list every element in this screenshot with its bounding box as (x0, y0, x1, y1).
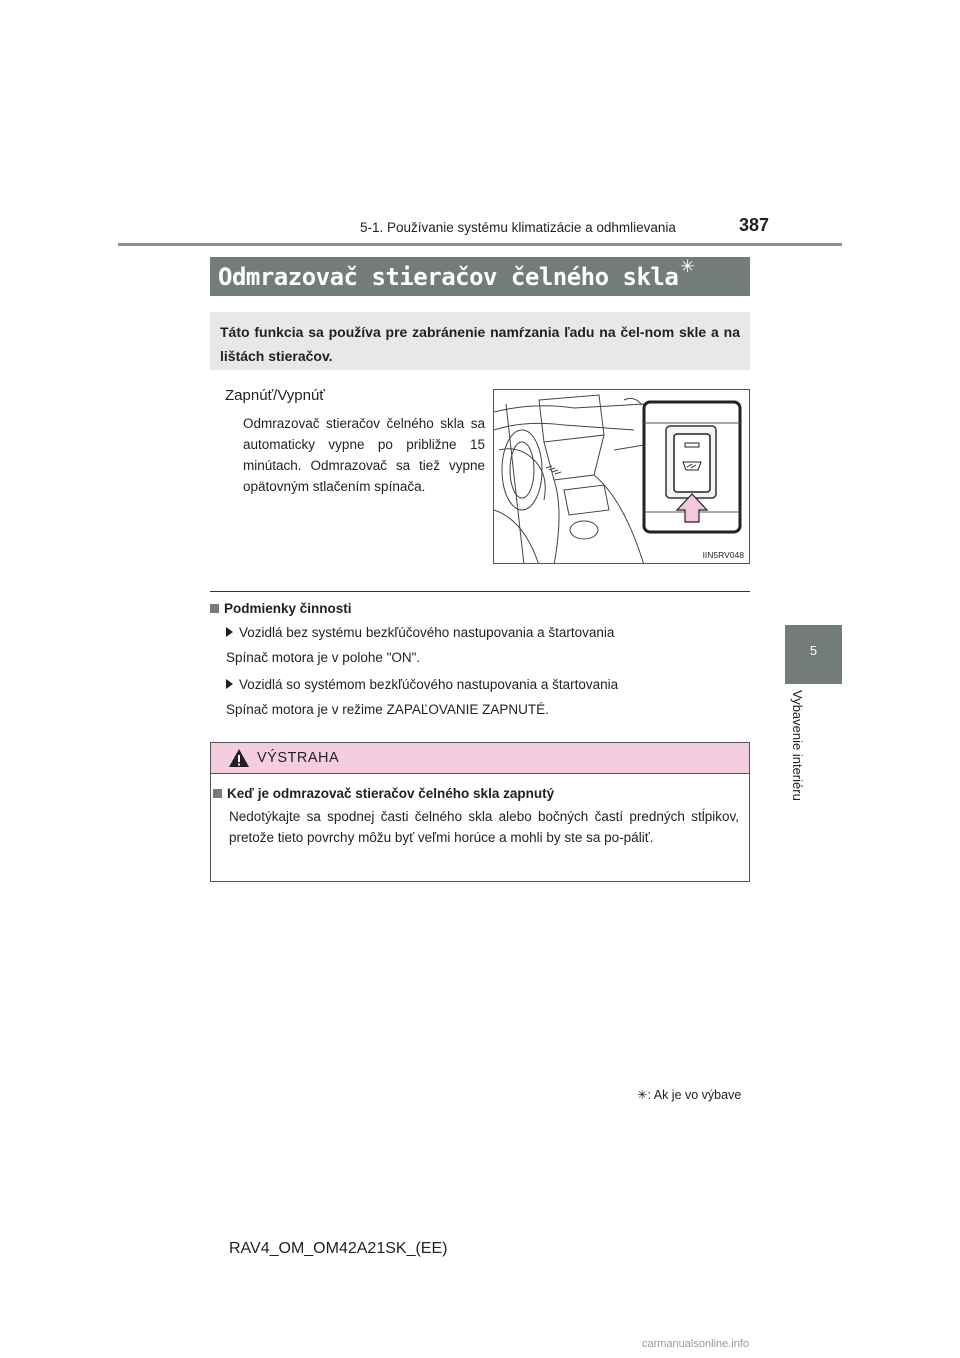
section-divider (210, 591, 750, 592)
condition-detail: Spínač motora je v polohe "ON". (226, 650, 421, 665)
triangle-bullet-icon (226, 627, 233, 637)
on-off-description: Odmrazovač stieračov čelného skla sa automaticky vypne po približne 15 minútach. Odmrazovač sa tiež vypne opätovným stlačením spínača. (243, 416, 485, 494)
optional-star-icon: ✳ (680, 256, 695, 276)
square-bullet-icon (213, 789, 222, 798)
warning-body: Nedotýkajte sa spodnej časti čelného skla alebo bočných častí predných stĺpikov, pretože tieto povrchy môžu byť veľmi horúce a mohli by ste sa po-páliť. (229, 809, 739, 845)
dashboard-drawing (494, 390, 750, 564)
defroster-switch-illustration (493, 389, 750, 564)
header-rule (118, 243, 842, 246)
condition-detail: Spínač motora je v režime ZAPAĽOVANIE ZAPNUTÉ. (226, 702, 549, 717)
warning-subheading-text: Keď je odmrazovač stieračov čelného skla zapnutý (227, 786, 555, 801)
chapter-label-text: Vybavenie interiéru (790, 690, 805, 801)
on-off-heading: Zapnúť/Vypnúť (225, 387, 325, 404)
condition-item (226, 625, 614, 640)
footnote-star-icon: ✳ (637, 1088, 648, 1102)
page-number: 387 (739, 215, 770, 235)
document-code: RAV4_OM_OM42A21SK_(EE) (229, 1240, 448, 1257)
section-title: Odmrazovač stieračov čelného skla (218, 262, 679, 291)
conditions-heading-text: Podmienky činnosti (224, 601, 352, 616)
condition-item-text: Vozidlá bez systému bezkľúčového nastupovania a štartovania (239, 625, 615, 640)
triangle-bullet-icon (226, 679, 233, 689)
chapter-tab: 5 (785, 625, 842, 684)
condition-item (226, 677, 618, 692)
condition-item-text: Vozidlá so systémom bezkľúčového nastupovania a štartovania (239, 677, 619, 692)
square-bullet-icon (210, 604, 219, 613)
intro-box: Táto funkcia sa používa pre zabránenie namŕzania ľadu na čel-nom skle a na lištách stieračov. (210, 312, 750, 370)
warning-header (211, 743, 749, 774)
section-title-bar (210, 257, 750, 296)
conditions-heading (210, 601, 352, 616)
header-section-title: 5-1. Používanie systému klimatizácie a odhmlievania (360, 220, 676, 235)
chapter-label (790, 690, 810, 830)
warning-title: VÝSTRAHA (257, 750, 340, 766)
footnote-text: : Ak je vo výbave (647, 1088, 742, 1102)
illustration-code: IIN5RV048 (702, 550, 744, 560)
warning-subheading (213, 786, 554, 801)
warning-triangle-icon (228, 748, 250, 768)
warning-box (210, 742, 750, 882)
footnote (637, 1087, 741, 1102)
watermark: carmanualsonline.info (642, 1338, 750, 1350)
